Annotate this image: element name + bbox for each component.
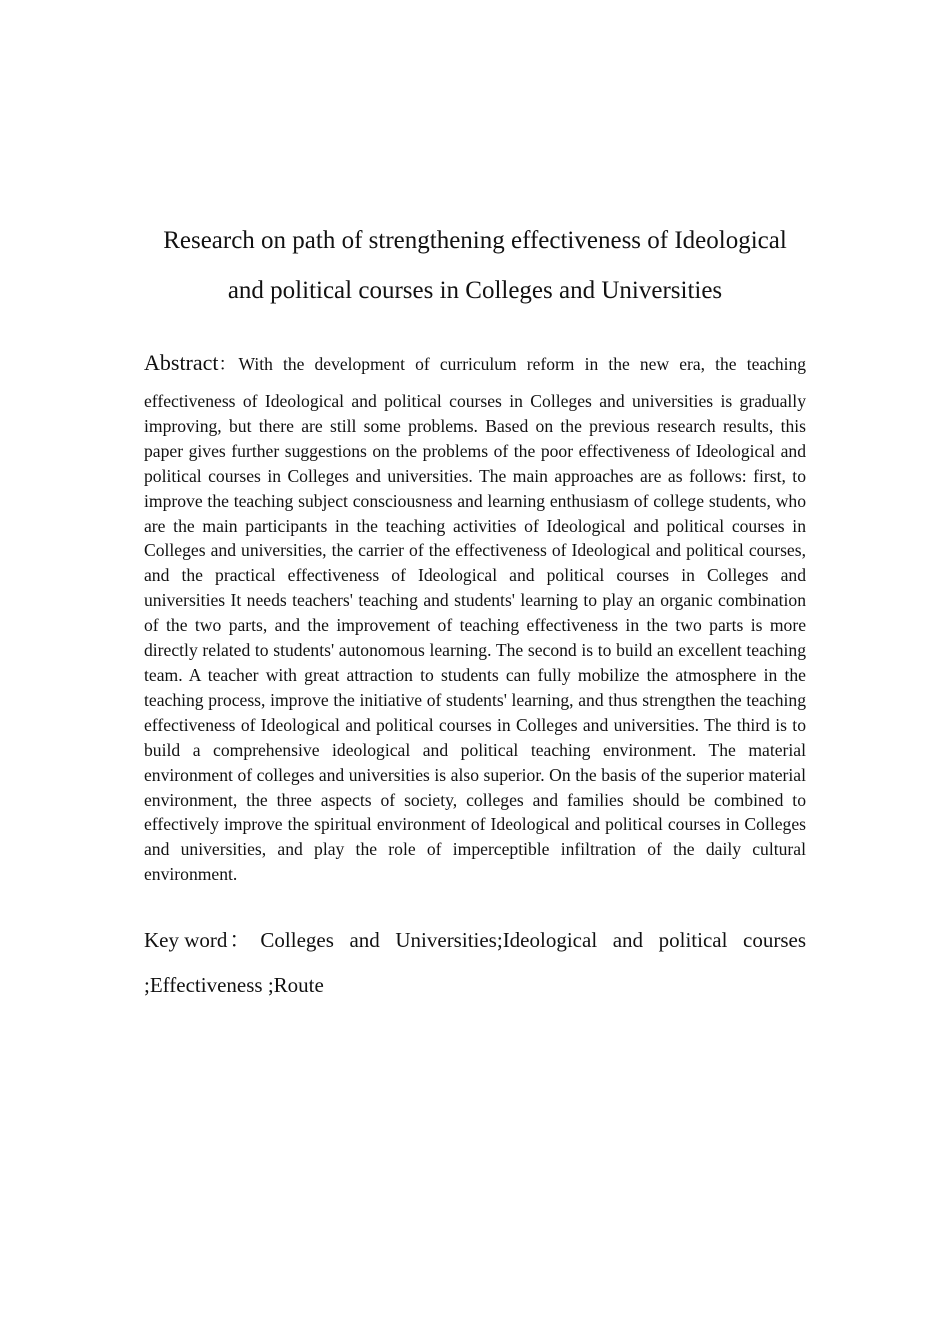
keywords-label: Key word bbox=[144, 928, 228, 952]
paper-title-line-1: Research on path of strengthening effectiveness of Ideological bbox=[163, 227, 787, 254]
abstract-body: effectiveness of Ideological and political courses in Colleges and universities is gradually improving, but there are still some problems. Based on the previous research results, this paper gives further suggestions on the problems of the poor effectiveness of Ideological and political courses in Colleges and universities. The main approaches are as follows: first, to improve the teaching subject consciousness and learning enthusiasm of college students, who are the main participants in the teaching activities of Ideological and political courses in Colleges and universities, the carrier of the effectiveness of Ideological and political courses, and the practical effectiveness of Ideological and political courses in Colleges and universities It needs teachers' teaching and students' learning to play an organic combination of the two parts, and the improvement of teaching effectiveness in the two parts is more directly related to students' autonomous learning. The second is to build an excellent teaching team. A teacher with great attraction to students can fully mobilize the atmosphere in the teaching process, improve the initiative of students' learning, and thus strengthen the teaching effectiveness of Ideological and political courses in Colleges and universities. The third is to build a comprehensive ideological and political teaching environment. The material environment of colleges and universities is also superior. On the basis of the superior material environment, the three aspects of society, colleges and families should be combined to effectively improve the spiritual environment of Ideological and political courses in Colleges and universities, and play the role of imperceptible infiltration of the daily cultural environment. bbox=[144, 391, 806, 885]
abstract-colon: ： bbox=[218, 354, 237, 374]
abstract-label: Abstract bbox=[144, 350, 219, 375]
abstract-text-first-line: With the development of curriculum reform in the new era, the teaching bbox=[238, 354, 806, 374]
keywords-text-first-line: Colleges and Universities;Ideological and political courses bbox=[260, 928, 806, 952]
keywords-colon: ： bbox=[229, 928, 251, 952]
keywords-first-line bbox=[144, 924, 806, 954]
paper-title-line-2: and political courses in Colleges and Universities bbox=[227, 277, 723, 304]
keywords-text-second-line: ;Effectiveness ;Route bbox=[144, 973, 324, 997]
abstract-first-line bbox=[144, 350, 806, 376]
